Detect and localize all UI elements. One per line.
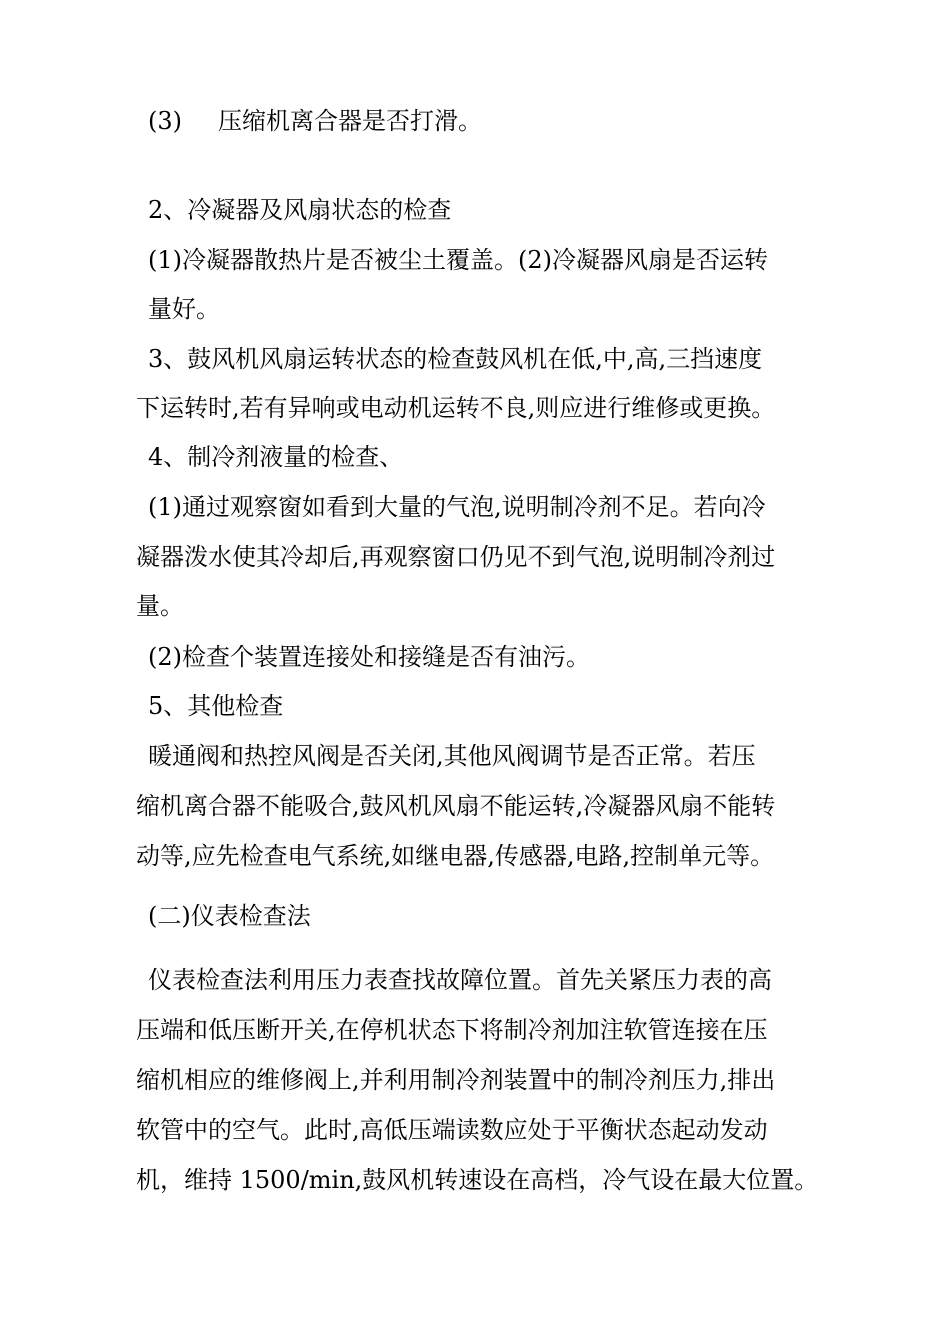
paragraph-line-5: 机，维持 1500/min,鼓风机转速设在高档，冷气设在最大位置。 [136,1166,819,1194]
section-4-heading: 4、制冷剂液量的检查、 [148,443,404,471]
section-5-heading: 5、其他检查 [148,692,284,720]
subsection-2-heading: (二)仪表检查法 [148,902,311,930]
section-5-line-3: 动等,应先检查电气系统,如继电器,传感器,电路,控制单元等。 [136,842,775,870]
item-3-line [148,104,482,138]
section-3-line-1: 3、鼓风机风扇运转状态的检查鼓风机在低,中,高,三挡速度 [148,345,763,373]
item-3-text: 压缩机离合器是否打滑。 [218,107,482,135]
item-3-number: (3) [148,107,182,135]
section-2-line-1: (1)冷凝器散热片是否被尘土覆盖。(2)冷凝器风扇是否运转 [148,246,768,274]
paragraph-line-3: 缩机相应的维修阀上,并利用制冷剂装置中的制冷剂压力,排出 [136,1066,776,1094]
section-3-line-2: 下运转时,若有异响或电动机运转不良,则应进行维修或更换。 [136,394,776,422]
section-4-para-1-line-2: 凝器泼水使其冷却后,再观察窗口仍见不到气泡,说明制冷剂过 [136,543,776,571]
paragraph-line-1: 仪表检查法利用压力表查找故障位置。首先关紧压力表的高 [148,966,772,994]
paragraph-line-4: 软管中的空气。此时,高低压端读数应处于平衡状态起动发动 [136,1116,768,1144]
section-4-para-1-line-3: 量。 [136,592,184,620]
paragraph-line-2: 压端和低压断开关,在停机状态下将制冷剂加注软管连接在压 [136,1016,768,1044]
section-2-heading: 2、冷凝器及风扇状态的检查 [148,196,452,224]
section-4-para-1-line-1: (1)通过观察窗如看到大量的气泡,说明制冷剂不足。若向冷 [148,493,766,521]
section-5-line-2: 缩机离合器不能吸合,鼓风机风扇不能运转,冷凝器风扇不能转 [136,792,776,820]
section-2-line-2: 量好。 [148,295,220,323]
section-4-para-2: (2)检查个装置连接处和接缝是否有油污。 [148,643,590,671]
section-5-line-1: 暖通阀和热控风阀是否关闭,其他风阀调节是否正常。若压 [148,742,756,770]
